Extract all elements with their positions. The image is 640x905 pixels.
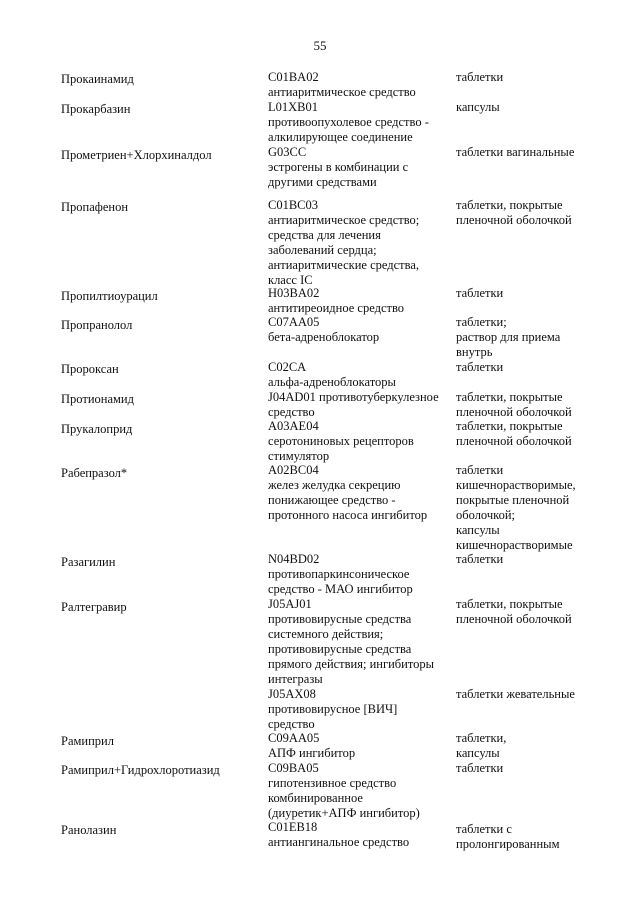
desc-line: понижающее средство - [268,493,396,507]
dosage-form [456,390,634,420]
drug-name: Разагилин [61,555,116,569]
dosage-form [456,597,634,627]
desc-line: J04AD01 противотуберкулезное [268,390,439,404]
drug-name: Пропафенон [61,200,129,214]
desc-line: C09BA05 [268,761,319,775]
form-line: таблетки [456,552,504,566]
desc-line: противоопухолевое средство - [268,115,429,129]
desc-line: L01XB01 [268,100,318,114]
dosage-form [456,315,634,360]
desc-line: C01BA02 [268,70,319,84]
desc-line: средство [268,405,315,419]
dosage-form [456,360,634,375]
desc-line: другими средствами [268,175,377,189]
form-line: таблетки жевательные [456,687,575,701]
drug-description [268,761,454,821]
desc-line: C01EB18 [268,820,318,834]
form-line: кишечнорастворимые, [456,478,576,492]
drug-description [268,597,454,687]
form-line: внутрь [456,345,493,359]
drug-name: Пропранолол [61,318,133,332]
desc-line: H03BA02 [268,286,320,300]
desc-line: C09AA05 [268,731,320,745]
form-line: таблетки вагинальные [456,145,575,159]
desc-line: N04BD02 [268,552,320,566]
drug-description [268,286,454,316]
form-line: оболочкой; [456,508,515,522]
drug-name: Рамиприл+Гидрохлоротиазид [61,763,220,777]
form-line: таблетки, покрытые [456,390,563,404]
dosage-form [456,145,634,160]
form-line: капсулы [456,100,500,114]
form-line: таблетки [456,70,504,84]
dosage-form [456,286,634,301]
desc-line: C01BC03 [268,198,319,212]
form-line: таблетки; [456,315,507,329]
form-line: пролонгированным [456,837,560,851]
form-line: пленочной оболочкой [456,434,572,448]
drug-name: Рабепразол* [61,466,128,480]
form-line: пленочной оболочкой [456,612,572,626]
dosage-form [456,463,634,553]
dosage-form [456,731,634,761]
form-line: капсулы [456,746,500,760]
form-line: покрытые пленочной [456,493,570,507]
drug-name: Ралтегравир [61,600,127,614]
desc-line: C07AA05 [268,315,320,329]
form-line: таблетки [456,286,504,300]
form-line: пленочной оболочкой [456,213,572,227]
desc-line: средство - МАО ингибитор [268,582,413,596]
dosage-form [456,419,634,449]
desc-line: антиаритмическое средство; [268,213,420,227]
drug-description [268,390,454,420]
dosage-form [456,761,634,776]
drug-name: Ранолазин [61,823,117,837]
desc-line: (диуретик+АПФ ингибитор) [268,806,420,820]
drug-description [268,687,454,732]
form-line: капсулы [456,523,500,537]
form-line: таблетки, покрытые [456,198,563,212]
drug-description [268,315,454,345]
desc-line: комбинированное [268,791,363,805]
drug-name: Прокарбазин [61,102,131,116]
desc-line: антиангинальное средство [268,835,410,849]
drug-name: Прукалоприд [61,422,133,436]
drug-description [268,820,454,850]
form-line: раствор для приема [456,330,561,344]
drug-name: Прометриен+Хлорхиналдол [61,148,212,162]
desc-line: алкилирующее соединение [268,130,413,144]
desc-line: системного действия; [268,627,384,641]
desc-line: противовирусные средства [268,642,412,656]
drug-name: Прокаинамид [61,72,134,86]
dosage-form [456,552,634,567]
drug-description [268,419,454,464]
drug-description [268,145,454,190]
drug-description [268,552,454,597]
desc-line: C02CA [268,360,307,374]
drug-description [268,198,454,288]
form-line: таблетки [456,463,504,477]
desc-line: антиаритмическое средство [268,85,416,99]
drug-description [268,463,454,523]
form-line: таблетки, покрытые [456,597,563,611]
drug-description [268,731,454,761]
desc-line: антиаритмические средства, [268,258,420,272]
desc-line: J05AJ01 [268,597,312,611]
desc-line: средства для лечения [268,228,381,242]
desc-line: средство [268,717,315,731]
desc-line: класс IC [268,273,313,287]
desc-line: антитиреоидное средство [268,301,405,315]
form-line: пленочной оболочкой [456,405,572,419]
desc-line: A02BC04 [268,463,319,477]
desc-line: гипотензивное средство [268,776,397,790]
desc-line: прямого действия; ингибиторы [268,657,435,671]
desc-line: серотониновых рецепторов [268,434,414,448]
desc-line: заболеваний сердца; [268,243,377,257]
drug-name: Пророксан [61,362,119,376]
drug-description [268,70,454,100]
drug-description [268,100,454,145]
desc-line: АПФ ингибитор [268,746,356,760]
desc-line: альфа-адреноблокаторы [268,375,396,389]
desc-line: противопаркинсоническое [268,567,410,581]
desc-line: G03CC [268,145,307,159]
dosage-form [456,198,634,228]
form-line: кишечнорастворимые [456,538,573,552]
form-line: таблетки [456,761,504,775]
desc-line: J05AX08 [268,687,316,701]
form-line: таблетки [456,360,504,374]
form-line: таблетки, покрытые [456,419,563,433]
desc-line: противовирусные средства [268,612,412,626]
desc-line: протонного насоса ингибитор [268,508,428,522]
page-number: 55 [313,38,327,53]
drug-name: Протионамид [61,392,134,406]
desc-line: эстрогены в комбинации с [268,160,409,174]
form-line: таблетки с [456,822,512,836]
drug-description [268,360,454,390]
desc-line: интегразы [268,672,323,686]
desc-line: противовирусное [ВИЧ] [268,702,398,716]
desc-line: бета-адреноблокатор [268,330,380,344]
dosage-form [456,820,634,852]
desc-line: желез желудка секрецию [268,478,401,492]
dosage-form [456,100,634,115]
form-line: таблетки, [456,731,507,745]
drug-name: Пропилтиоурацил [61,289,158,303]
desc-line: A03AE04 [268,419,319,433]
drug-name: Рамиприл [61,734,114,748]
dosage-form [456,687,634,702]
desc-line: стимулятор [268,449,330,463]
dosage-form [456,70,634,85]
